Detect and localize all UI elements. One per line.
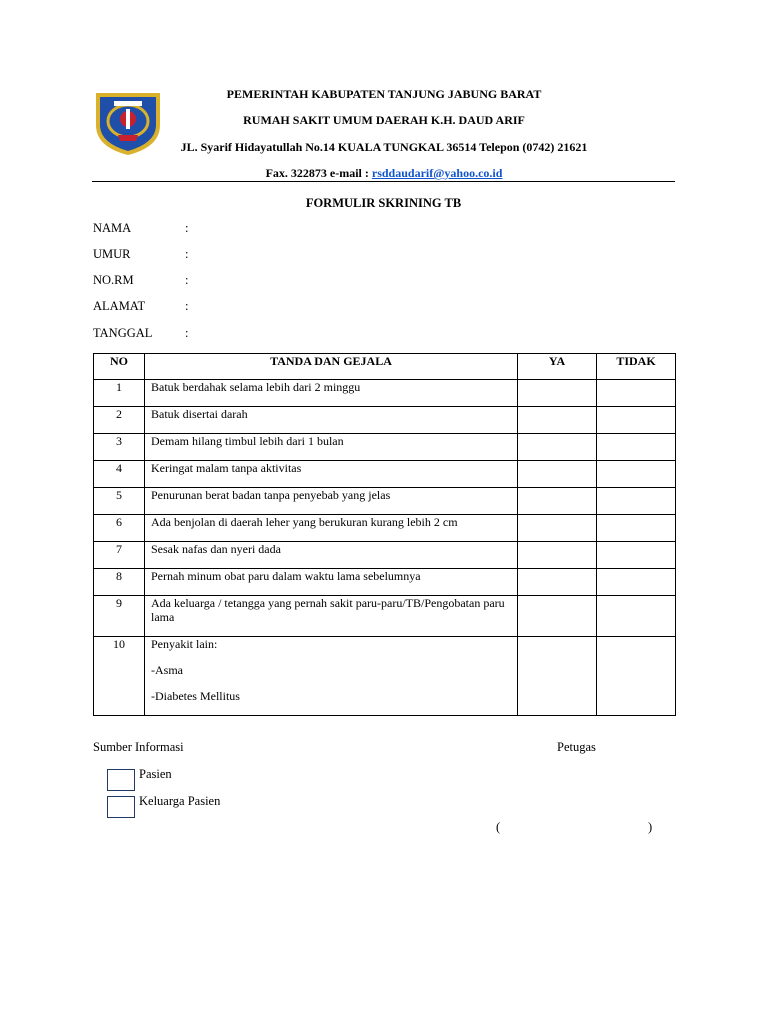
option-pasien-label: Pasien xyxy=(139,767,172,781)
ya-cell[interactable] xyxy=(518,434,597,461)
email-link[interactable]: rsddaudarif@yahoo.co.id xyxy=(371,166,503,180)
tidak-cell[interactable] xyxy=(597,515,676,542)
hospital-logo xyxy=(92,85,164,157)
field-colon-nama: : xyxy=(185,221,189,235)
row-number: 6 xyxy=(94,515,145,542)
header-line-2: RUMAH SAKIT UMUM DAERAH K.H. DAUD ARIF xyxy=(243,113,525,127)
field-colon-alamat: : xyxy=(185,299,189,313)
table-row xyxy=(94,637,676,716)
row-number: 3 xyxy=(94,434,145,461)
table-row xyxy=(94,434,676,461)
ya-cell[interactable] xyxy=(518,542,597,569)
header-line-3: JL. Syarif Hidayatullah No.14 KUALA TUNGKAL 36514 Telepon (0742) 21621 xyxy=(180,140,588,154)
header-tidak: TIDAK xyxy=(597,354,676,380)
sub-item-asma: -Asma xyxy=(151,663,183,677)
field-colon-tanggal: : xyxy=(185,326,189,340)
table-row xyxy=(94,542,676,569)
signature-paren-close: ) xyxy=(648,820,653,834)
ya-cell[interactable] xyxy=(518,596,597,637)
signature-paren-open: ( xyxy=(496,820,501,834)
fax-text: Fax. 322873 e-mail : xyxy=(265,166,372,180)
tidak-cell[interactable] xyxy=(597,542,676,569)
field-label-umur: UMUR xyxy=(93,247,131,261)
ya-cell[interactable] xyxy=(518,637,597,716)
ya-cell[interactable] xyxy=(518,515,597,542)
row-symptom-other xyxy=(145,637,518,716)
checkbox-keluarga[interactable] xyxy=(107,796,135,818)
row-symptom: Batuk berdahak selama lebih dari 2 minggu xyxy=(145,380,518,407)
tidak-cell[interactable] xyxy=(597,434,676,461)
officer-label: Petugas xyxy=(557,740,596,754)
sub-item-diabetes: -Diabetes Mellitus xyxy=(151,689,240,703)
tidak-cell[interactable] xyxy=(597,488,676,515)
table-row xyxy=(94,380,676,407)
ya-cell[interactable] xyxy=(518,488,597,515)
field-label-nama: NAMA xyxy=(93,221,132,235)
field-colon-umur: : xyxy=(185,247,189,261)
header-divider xyxy=(92,181,675,182)
row-number: 2 xyxy=(94,407,145,434)
row-number: 4 xyxy=(94,461,145,488)
table-row xyxy=(94,515,676,542)
ya-cell[interactable] xyxy=(518,569,597,596)
field-label-alamat: ALAMAT xyxy=(93,299,146,313)
header-ya: YA xyxy=(518,354,597,380)
source-label: Sumber Informasi xyxy=(93,740,184,754)
field-label-norm: NO.RM xyxy=(93,273,134,287)
row-symptom: Sesak nafas dan nyeri dada xyxy=(145,542,518,569)
table-header-row xyxy=(94,354,676,380)
tidak-cell[interactable] xyxy=(597,569,676,596)
row-number: 1 xyxy=(94,380,145,407)
table-row xyxy=(94,569,676,596)
field-label-tanggal: TANGGAL xyxy=(93,326,153,340)
header-symptoms: TANDA DAN GEJALA xyxy=(145,354,518,380)
table-row xyxy=(94,488,676,515)
row-symptom: Demam hilang timbul lebih dari 1 bulan xyxy=(145,434,518,461)
other-disease-label: Penyakit lain: xyxy=(151,637,218,651)
tidak-cell[interactable] xyxy=(597,596,676,637)
header-no: NO xyxy=(94,354,145,380)
ya-cell[interactable] xyxy=(518,461,597,488)
tidak-cell[interactable] xyxy=(597,637,676,716)
row-symptom: Penurunan berat badan tanpa penyebab yang jelas xyxy=(145,488,518,515)
row-number: 9 xyxy=(94,596,145,637)
row-symptom: Keringat malam tanpa aktivitas xyxy=(145,461,518,488)
ya-cell[interactable] xyxy=(518,380,597,407)
ya-cell[interactable] xyxy=(518,407,597,434)
checkbox-pasien[interactable] xyxy=(107,769,135,791)
tidak-cell[interactable] xyxy=(597,380,676,407)
row-symptom: Pernah minum obat paru dalam waktu lama sebelumnya xyxy=(145,569,518,596)
row-symptom: Batuk disertai darah xyxy=(145,407,518,434)
screening-table xyxy=(93,353,676,716)
header-line-4 xyxy=(160,166,608,180)
table-row xyxy=(94,596,676,637)
row-number: 8 xyxy=(94,569,145,596)
tidak-cell[interactable] xyxy=(597,407,676,434)
row-symptom: Ada benjolan di daerah leher yang berukuran kurang lebih 2 cm xyxy=(145,515,518,542)
header-line-1: PEMERINTAH KABUPATEN TANJUNG JABUNG BARAT xyxy=(226,87,542,101)
form-title: FORMULIR SKRINING TB xyxy=(305,196,462,210)
row-number: 7 xyxy=(94,542,145,569)
field-colon-norm: : xyxy=(185,273,189,287)
option-keluarga-label: Keluarga Pasien xyxy=(139,794,221,808)
row-number: 10 xyxy=(94,637,145,716)
table-row xyxy=(94,407,676,434)
tidak-cell[interactable] xyxy=(597,461,676,488)
row-symptom: Ada keluarga / tetangga yang pernah sakit paru-paru/TB/Pengobatan paru lama xyxy=(145,596,518,637)
row-number: 5 xyxy=(94,488,145,515)
table-row xyxy=(94,461,676,488)
